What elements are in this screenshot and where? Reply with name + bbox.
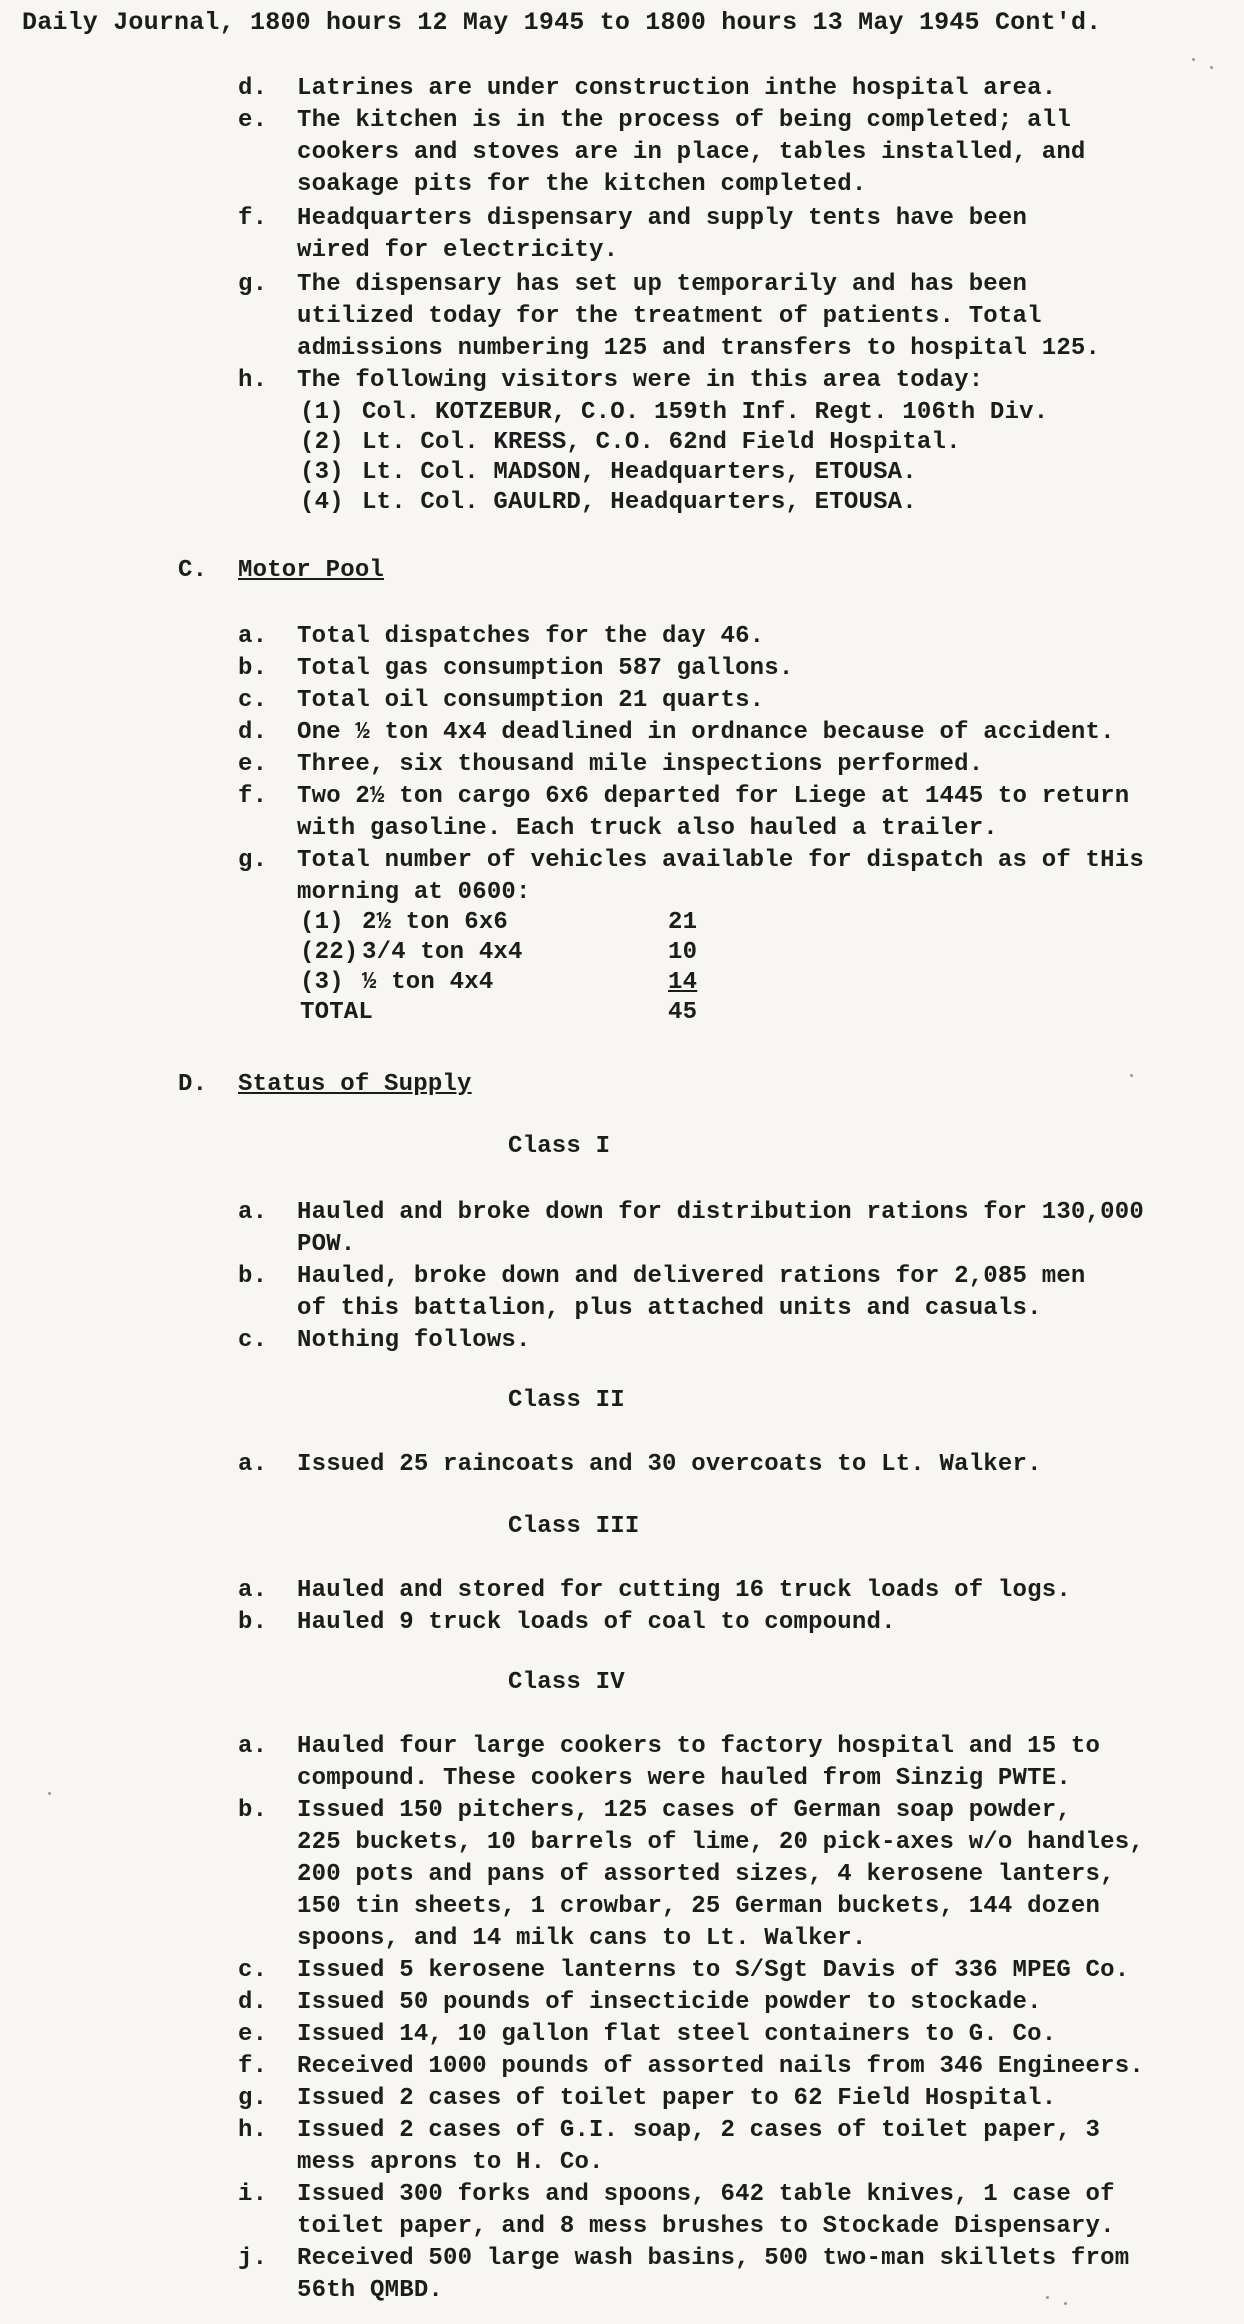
item-mark: f.: [238, 2053, 268, 2080]
class-heading: Class I: [508, 1133, 611, 1160]
item-line: soakage pits for the kitchen completed.: [297, 171, 867, 198]
item-line: 56th QMBD.: [297, 2277, 444, 2304]
item-mark: c.: [238, 687, 268, 714]
item-mark: a.: [238, 623, 268, 650]
vehicle-total-count: 45: [668, 999, 698, 1026]
item-line: Issued 50 pounds of insecticide powder to stockade.: [297, 1989, 1042, 2016]
vehicle-number: (22): [300, 939, 359, 966]
vehicle-description: 3/4 ton 4x4: [362, 939, 523, 966]
item-line: 225 buckets, 10 barrels of lime, 20 pick-axes w/o handles,: [297, 1829, 1144, 1856]
item-line: One ½ ton 4x4 deadlined in ordnance because of accident.: [297, 719, 1115, 746]
scan-speck: [1130, 1074, 1133, 1077]
item-mark: h.: [238, 2117, 268, 2144]
visitor-number: (1): [300, 399, 344, 426]
section-title: Motor Pool: [238, 557, 385, 584]
visitor-entry: Lt. Col. GAULRD, Headquarters, ETOUSA.: [362, 489, 917, 516]
item-line: Issued 25 raincoats and 30 overcoats to Lt. Walker.: [297, 1451, 1042, 1478]
item-line: POW.: [297, 1231, 356, 1258]
item-mark: f.: [238, 205, 268, 232]
item-line: wired for electricity.: [297, 237, 619, 264]
item-mark: c.: [238, 1327, 268, 1354]
item-mark: a.: [238, 1199, 268, 1226]
item-line: mess aprons to H. Co.: [297, 2149, 604, 2176]
item-line: Hauled and broke down for distribution rations for 130,000: [297, 1199, 1144, 1226]
item-mark: d.: [238, 719, 268, 746]
scan-speck: [1210, 66, 1213, 69]
item-line: Total gas consumption 587 gallons.: [297, 655, 794, 682]
item-line: Hauled four large cookers to factory hospital and 15 to: [297, 1733, 1101, 1760]
scan-speck: [1046, 2296, 1049, 2299]
item-mark: g.: [238, 847, 268, 874]
item-line: spoons, and 14 milk cans to Lt. Walker.: [297, 1925, 867, 1952]
visitor-entry: Col. KOTZEBUR, C.O. 159th Inf. Regt. 106th Div.: [362, 399, 1049, 426]
vehicle-count: 14: [668, 969, 698, 996]
item-line: cookers and stoves are in place, tables installed, and: [297, 139, 1086, 166]
item-line: Issued 2 cases of toilet paper to 62 Field Hospital.: [297, 2085, 1057, 2112]
item-mark: f.: [238, 783, 268, 810]
visitor-number: (2): [300, 429, 344, 456]
item-line: Total number of vehicles available for dispatch as of tHis: [297, 847, 1144, 874]
item-mark: j.: [238, 2245, 268, 2272]
vehicle-count: 21: [668, 909, 698, 936]
item-mark: a.: [238, 1577, 268, 1604]
item-line: compound. These cookers were hauled from Sinzig PWTE.: [297, 1765, 1071, 1792]
item-mark: g.: [238, 2085, 268, 2112]
item-mark: a.: [238, 1733, 268, 1760]
item-line: of this battalion, plus attached units and casuals.: [297, 1295, 1042, 1322]
item-line: Nothing follows.: [297, 1327, 531, 1354]
item-mark: a.: [238, 1451, 268, 1478]
journal-header: Daily Journal, 1800 hours 12 May 1945 to 1800 hours 13 May 1945 Cont'd.: [22, 8, 1102, 37]
vehicle-total-label: TOTAL: [300, 999, 374, 1026]
section-letter: C.: [178, 557, 208, 584]
section-title: Status of Supply: [238, 1071, 472, 1098]
visitor-number: (4): [300, 489, 344, 516]
item-mark: b.: [238, 1609, 268, 1636]
class-heading: Class IV: [508, 1669, 625, 1696]
item-line: Received 1000 pounds of assorted nails from 346 Engineers.: [297, 2053, 1144, 2080]
item-mark: b.: [238, 655, 268, 682]
vehicle-number: (3): [300, 969, 344, 996]
item-line: Hauled and stored for cutting 16 truck loads of logs.: [297, 1577, 1071, 1604]
item-mark: b.: [238, 1263, 268, 1290]
item-line: Issued 2 cases of G.I. soap, 2 cases of toilet paper, 3: [297, 2117, 1101, 2144]
item-mark: b.: [238, 1797, 268, 1824]
vehicle-description: ½ ton 4x4: [362, 969, 494, 996]
item-line: Headquarters dispensary and supply tents have been: [297, 205, 1028, 232]
item-mark: h.: [238, 367, 268, 394]
item-line: morning at 0600:: [297, 879, 531, 906]
scan-speck: [1192, 58, 1195, 61]
class-heading: Class II: [508, 1387, 625, 1414]
vehicle-number: (1): [300, 909, 344, 936]
item-line: The kitchen is in the process of being completed; all: [297, 107, 1071, 134]
item-line: toilet paper, and 8 mess brushes to Stockade Dispensary.: [297, 2213, 1115, 2240]
item-mark: e.: [238, 2021, 268, 2048]
item-mark: i.: [238, 2181, 268, 2208]
item-line: admissions numbering 125 and transfers to hospital 125.: [297, 335, 1101, 362]
section-letter: D.: [178, 1071, 208, 1098]
item-line: Received 500 large wash basins, 500 two-man skillets from: [297, 2245, 1130, 2272]
scan-speck: [1064, 2302, 1067, 2305]
item-line: Total dispatches for the day 46.: [297, 623, 765, 650]
visitor-number: (3): [300, 459, 344, 486]
item-line: 150 tin sheets, 1 crowbar, 25 German buckets, 144 dozen: [297, 1893, 1101, 1920]
visitor-entry: Lt. Col. MADSON, Headquarters, ETOUSA.: [362, 459, 917, 486]
item-mark: g.: [238, 271, 268, 298]
vehicle-count: 10: [668, 939, 698, 966]
item-line: Issued 150 pitchers, 125 cases of German soap powder,: [297, 1797, 1071, 1824]
class-heading: Class III: [508, 1513, 640, 1540]
item-line: Issued 300 forks and spoons, 642 table knives, 1 case of: [297, 2181, 1115, 2208]
item-line: Three, six thousand mile inspections performed.: [297, 751, 984, 778]
visitor-entry: Lt. Col. KRESS, C.O. 62nd Field Hospital.: [362, 429, 961, 456]
item-line: Two 2½ ton cargo 6x6 departed for Liege at 1445 to return: [297, 783, 1130, 810]
item-line: Hauled 9 truck loads of coal to compound.: [297, 1609, 896, 1636]
item-mark: d.: [238, 75, 268, 102]
item-mark: e.: [238, 751, 268, 778]
item-line: Latrines are under construction inthe hospital area.: [297, 75, 1057, 102]
item-line: The dispensary has set up temporarily and has been: [297, 271, 1028, 298]
scan-speck: [48, 1792, 51, 1795]
item-line: 200 pots and pans of assorted sizes, 4 kerosene lanters,: [297, 1861, 1115, 1888]
item-line: Issued 5 kerosene lanterns to S/Sgt Davis of 336 MPEG Co.: [297, 1957, 1130, 1984]
item-mark: e.: [238, 107, 268, 134]
item-line: Total oil consumption 21 quarts.: [297, 687, 765, 714]
item-mark: c.: [238, 1957, 268, 1984]
vehicle-description: 2½ ton 6x6: [362, 909, 509, 936]
item-line: Hauled, broke down and delivered rations for 2,085 men: [297, 1263, 1086, 1290]
item-line: with gasoline. Each truck also hauled a trailer.: [297, 815, 998, 842]
item-line: Issued 14, 10 gallon flat steel containers to G. Co.: [297, 2021, 1057, 2048]
item-line: The following visitors were in this area today:: [297, 367, 984, 394]
item-mark: d.: [238, 1989, 268, 2016]
item-line: utilized today for the treatment of patients. Total: [297, 303, 1042, 330]
